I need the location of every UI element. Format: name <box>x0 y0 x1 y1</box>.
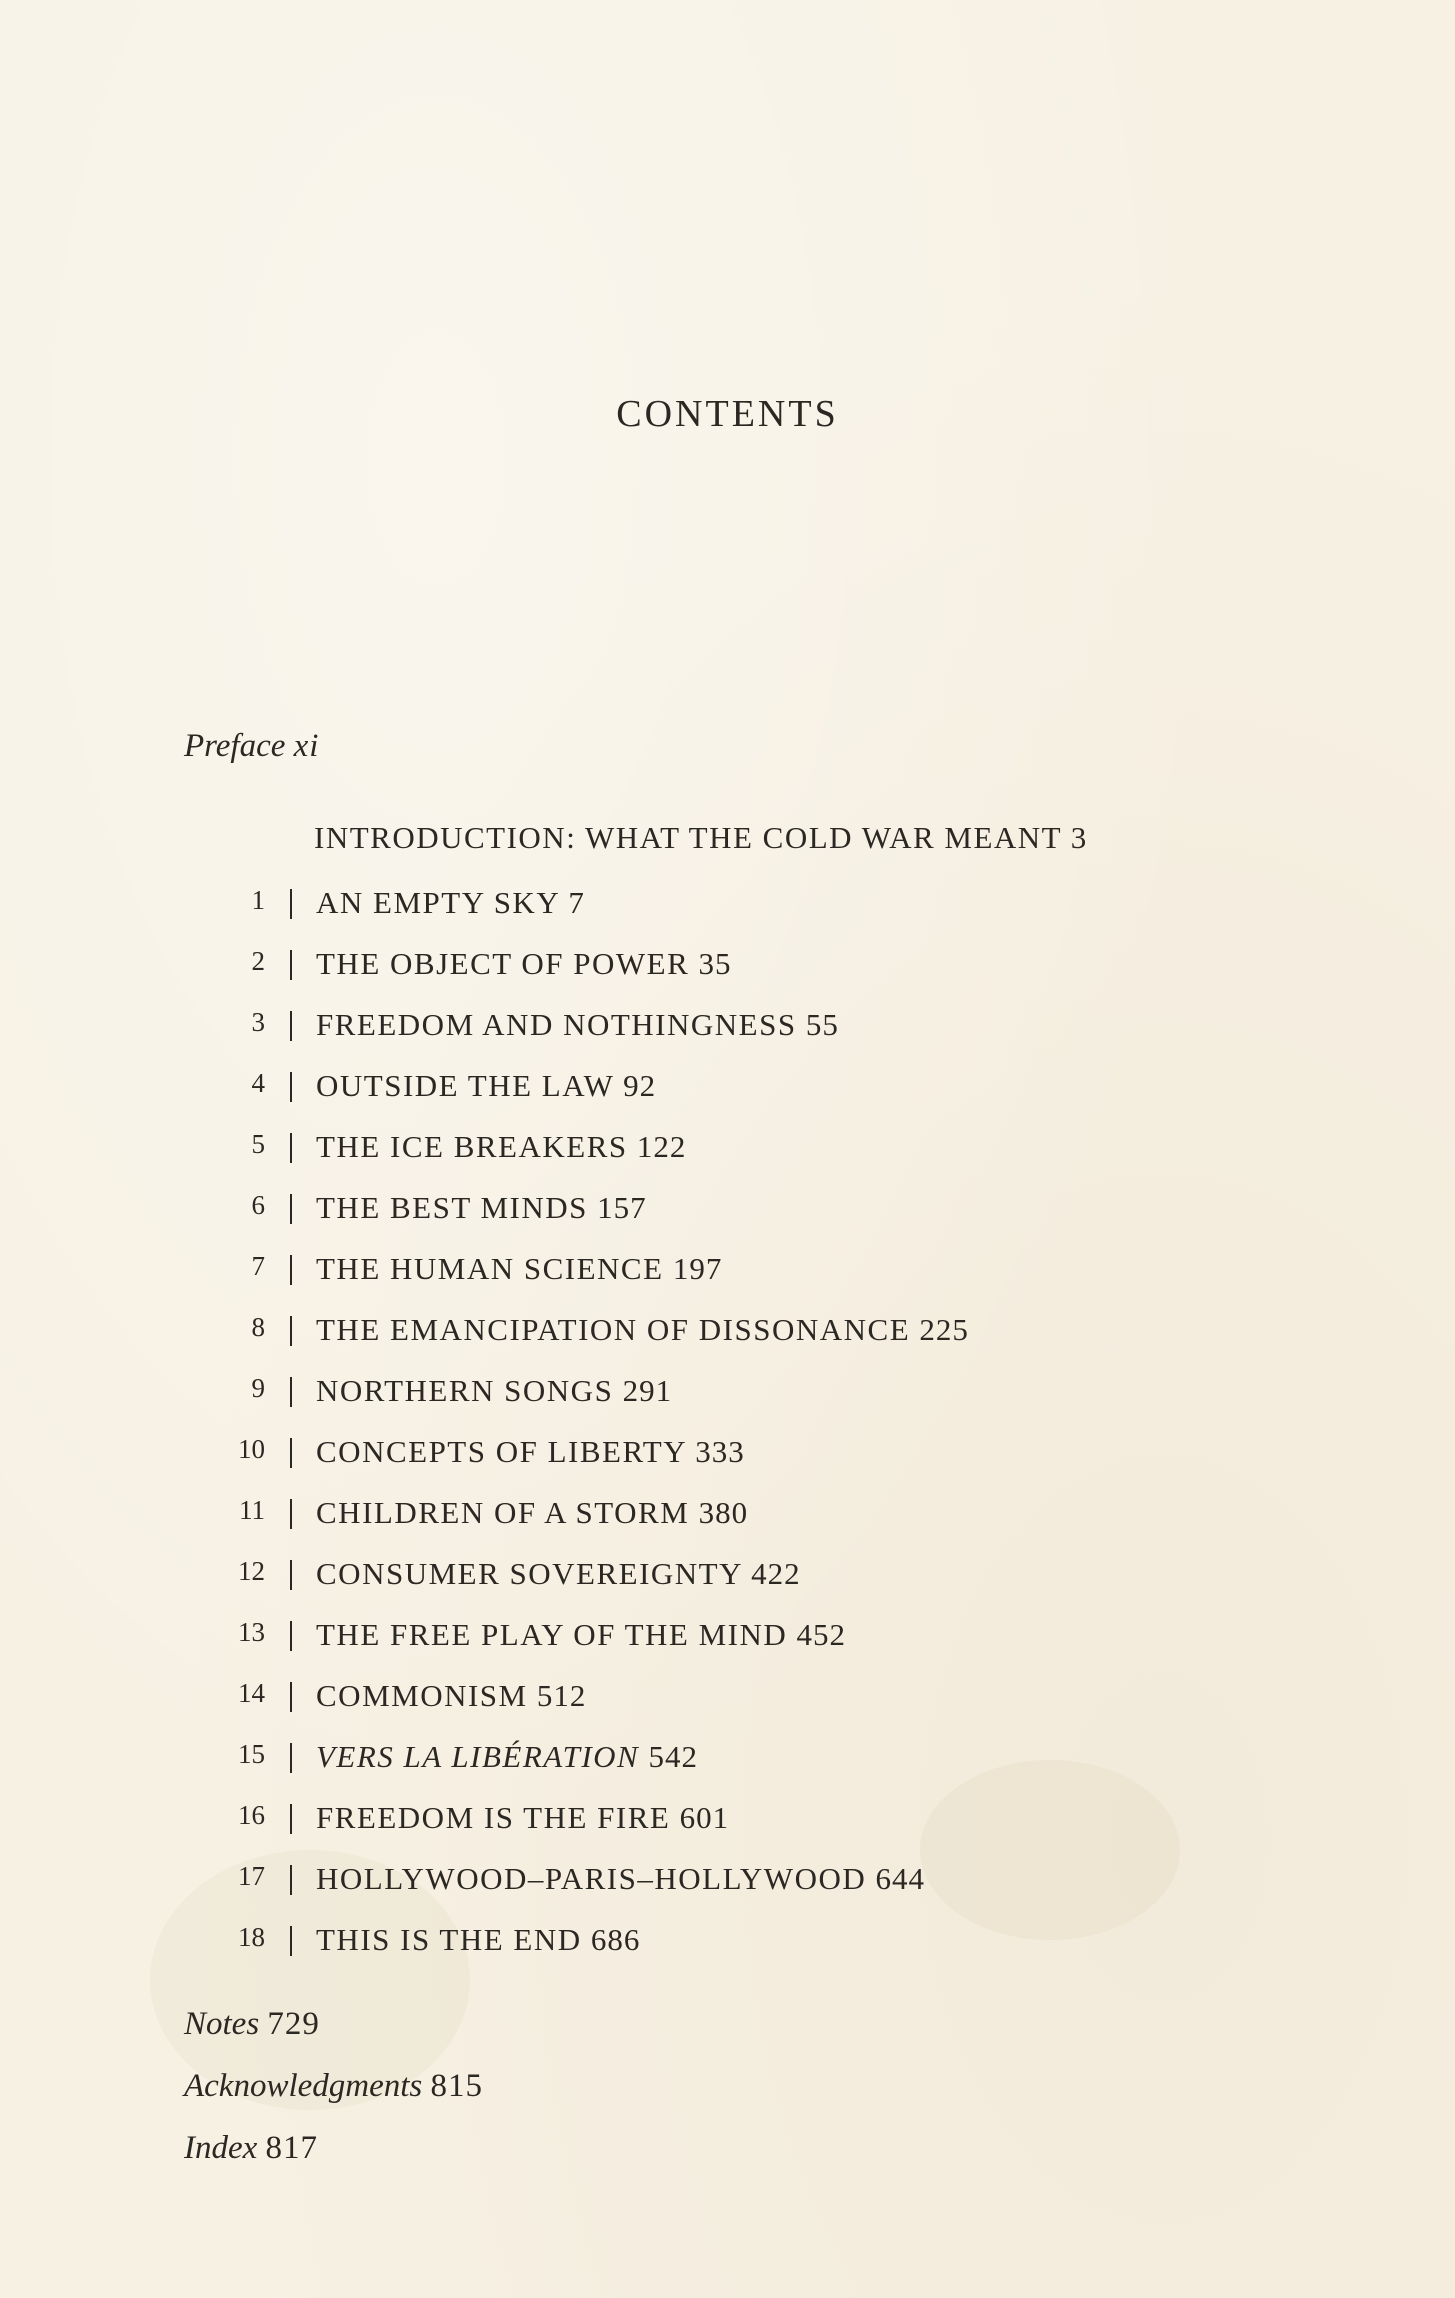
chapter-title: CHILDREN OF A STORM <box>316 1495 690 1530</box>
chapter-title: FREEDOM IS THE FIRE <box>316 1800 671 1835</box>
chapter-number: 2 <box>251 946 265 976</box>
chapter-page-number: 601 <box>679 1800 730 1835</box>
chapter-separator <box>290 1560 292 1590</box>
chapter-separator <box>290 1255 292 1285</box>
chapter-title: OUTSIDE THE LAW <box>316 1068 614 1103</box>
chapter-text <box>316 946 732 982</box>
chapter-page-number: 7 <box>568 885 585 920</box>
chapter-entry <box>0 1129 1455 1190</box>
chapter-text <box>316 1251 722 1287</box>
chapter-number: 15 <box>238 1739 265 1769</box>
chapter-page-number: 452 <box>796 1617 846 1652</box>
preface-page-number: xi <box>293 728 320 764</box>
introduction-entry <box>314 820 1087 856</box>
chapter-title: THE ICE BREAKERS <box>316 1129 628 1164</box>
introduction-page-number: 3 <box>1070 820 1088 855</box>
chapter-entry <box>0 1007 1455 1068</box>
chapter-page-number: 157 <box>597 1190 647 1225</box>
chapter-page-number: 122 <box>636 1129 687 1164</box>
chapter-text <box>316 1495 748 1531</box>
chapter-number: 4 <box>251 1068 265 1098</box>
back-matter-label: Notes <box>184 2006 260 2042</box>
chapter-separator <box>290 1316 292 1346</box>
contents-title: CONTENTS <box>616 393 839 435</box>
chapter-page-number: 197 <box>672 1251 723 1286</box>
chapter-separator <box>290 1499 292 1529</box>
chapter-text <box>316 1861 925 1897</box>
chapter-title: CONCEPTS OF LIBERTY <box>316 1434 686 1469</box>
chapter-text <box>316 1800 729 1836</box>
chapter-number: 13 <box>238 1617 265 1647</box>
chapter-entry <box>0 1312 1455 1373</box>
chapter-entry <box>0 1556 1455 1617</box>
introduction-title: INTRODUCTION: WHAT THE COLD WAR MEANT <box>314 820 1062 855</box>
chapter-title: THE FREE PLAY OF THE MIND <box>316 1617 788 1652</box>
chapter-separator <box>290 1804 292 1834</box>
chapter-number: 12 <box>238 1556 265 1586</box>
chapter-entry <box>0 885 1455 946</box>
chapter-text <box>316 1617 846 1653</box>
chapter-number: 6 <box>251 1190 265 1220</box>
chapter-page-number: 92 <box>623 1068 657 1103</box>
chapter-page-number: 422 <box>751 1556 801 1591</box>
chapter-title: THE BEST MINDS <box>316 1190 588 1225</box>
chapter-number: 3 <box>251 1007 265 1037</box>
notes-entry <box>184 2006 320 2043</box>
chapter-number: 14 <box>238 1678 265 1708</box>
back-matter-label: Acknowledgments <box>184 2068 423 2104</box>
chapter-title: THE EMANCIPATION OF DISSONANCE <box>316 1312 911 1347</box>
chapter-text <box>316 1373 672 1409</box>
chapter-title: FREEDOM AND NOTHINGNESS <box>316 1007 797 1042</box>
chapter-page-number: 686 <box>590 1922 641 1957</box>
chapter-text <box>316 1922 640 1958</box>
chapter-entry <box>0 1861 1455 1922</box>
chapter-separator <box>290 1072 292 1102</box>
chapter-entry <box>0 1434 1455 1495</box>
chapter-page-number: 380 <box>698 1495 749 1530</box>
chapter-separator <box>290 1926 292 1956</box>
chapter-page-number: 644 <box>875 1861 925 1896</box>
chapter-title: NORTHERN SONGS <box>316 1373 614 1408</box>
chapter-page-number: 55 <box>805 1007 839 1042</box>
chapter-number: 10 <box>238 1434 265 1464</box>
chapter-separator <box>290 1743 292 1773</box>
chapter-number: 16 <box>238 1800 265 1830</box>
chapter-title: AN EMPTY SKY <box>316 885 560 920</box>
chapter-number: 8 <box>251 1312 265 1342</box>
chapter-entry <box>0 1495 1455 1556</box>
chapter-entry <box>0 1617 1455 1678</box>
chapter-title: COMMONISM <box>316 1678 528 1713</box>
chapter-separator <box>290 889 292 919</box>
chapter-entry <box>0 1678 1455 1739</box>
chapter-text <box>316 1556 801 1592</box>
chapter-number: 9 <box>251 1373 265 1403</box>
chapter-page-number: 291 <box>622 1373 673 1408</box>
chapter-text <box>316 1739 698 1775</box>
chapter-page-number: 542 <box>648 1739 698 1774</box>
chapter-entry <box>0 1800 1455 1861</box>
chapter-number: 5 <box>251 1129 265 1159</box>
chapter-separator <box>290 1011 292 1041</box>
chapter-text <box>316 1312 969 1348</box>
chapter-text <box>316 1068 656 1104</box>
chapter-separator <box>290 1865 292 1895</box>
index-entry <box>184 2130 318 2167</box>
chapter-number: 18 <box>238 1922 265 1952</box>
chapter-text <box>316 1434 745 1470</box>
back-matter-page-number: 817 <box>265 2130 319 2166</box>
chapter-list <box>0 885 1455 1983</box>
preface-entry <box>184 728 319 765</box>
chapter-separator <box>290 1377 292 1407</box>
chapter-entry <box>0 1922 1455 1983</box>
chapter-number: 11 <box>239 1495 265 1525</box>
back-matter-label: Index <box>184 2130 258 2166</box>
chapter-entry <box>0 1251 1455 1312</box>
chapter-title: VERS LA LIBÉRATION <box>316 1739 640 1774</box>
chapter-page-number: 512 <box>536 1678 587 1713</box>
back-matter-page-number: 729 <box>267 2006 320 2042</box>
chapter-separator <box>290 1133 292 1163</box>
chapter-title: CONSUMER SOVEREIGNTY <box>316 1556 742 1591</box>
chapter-page-number: 35 <box>698 946 732 981</box>
chapter-separator <box>290 1438 292 1468</box>
chapter-text <box>316 1190 647 1226</box>
chapter-title: THE OBJECT OF POWER <box>316 946 690 981</box>
chapter-text <box>316 1007 839 1043</box>
chapter-page-number: 333 <box>695 1434 745 1469</box>
chapter-page-number: 225 <box>919 1312 969 1347</box>
chapter-title: HOLLYWOOD–PARIS–HOLLYWOOD <box>316 1861 867 1896</box>
chapter-text <box>316 1678 586 1714</box>
chapter-number: 1 <box>251 885 265 915</box>
chapter-entry <box>0 1190 1455 1251</box>
chapter-text <box>316 1129 686 1165</box>
chapter-separator <box>290 1682 292 1712</box>
chapter-separator <box>290 1621 292 1651</box>
chapter-number: 17 <box>238 1861 265 1891</box>
chapter-title: THIS IS THE END <box>316 1922 582 1957</box>
chapter-entry <box>0 1739 1455 1800</box>
chapter-number: 7 <box>251 1251 265 1281</box>
preface-label: Preface <box>184 728 286 764</box>
chapter-entry <box>0 946 1455 1007</box>
chapter-entry <box>0 1373 1455 1434</box>
chapter-title: THE HUMAN SCIENCE <box>316 1251 664 1286</box>
acknowledgments-entry <box>184 2068 483 2105</box>
back-matter-page-number: 815 <box>430 2068 484 2104</box>
chapter-separator <box>290 1194 292 1224</box>
chapter-separator <box>290 950 292 980</box>
chapter-text <box>316 885 585 921</box>
chapter-entry <box>0 1068 1455 1129</box>
